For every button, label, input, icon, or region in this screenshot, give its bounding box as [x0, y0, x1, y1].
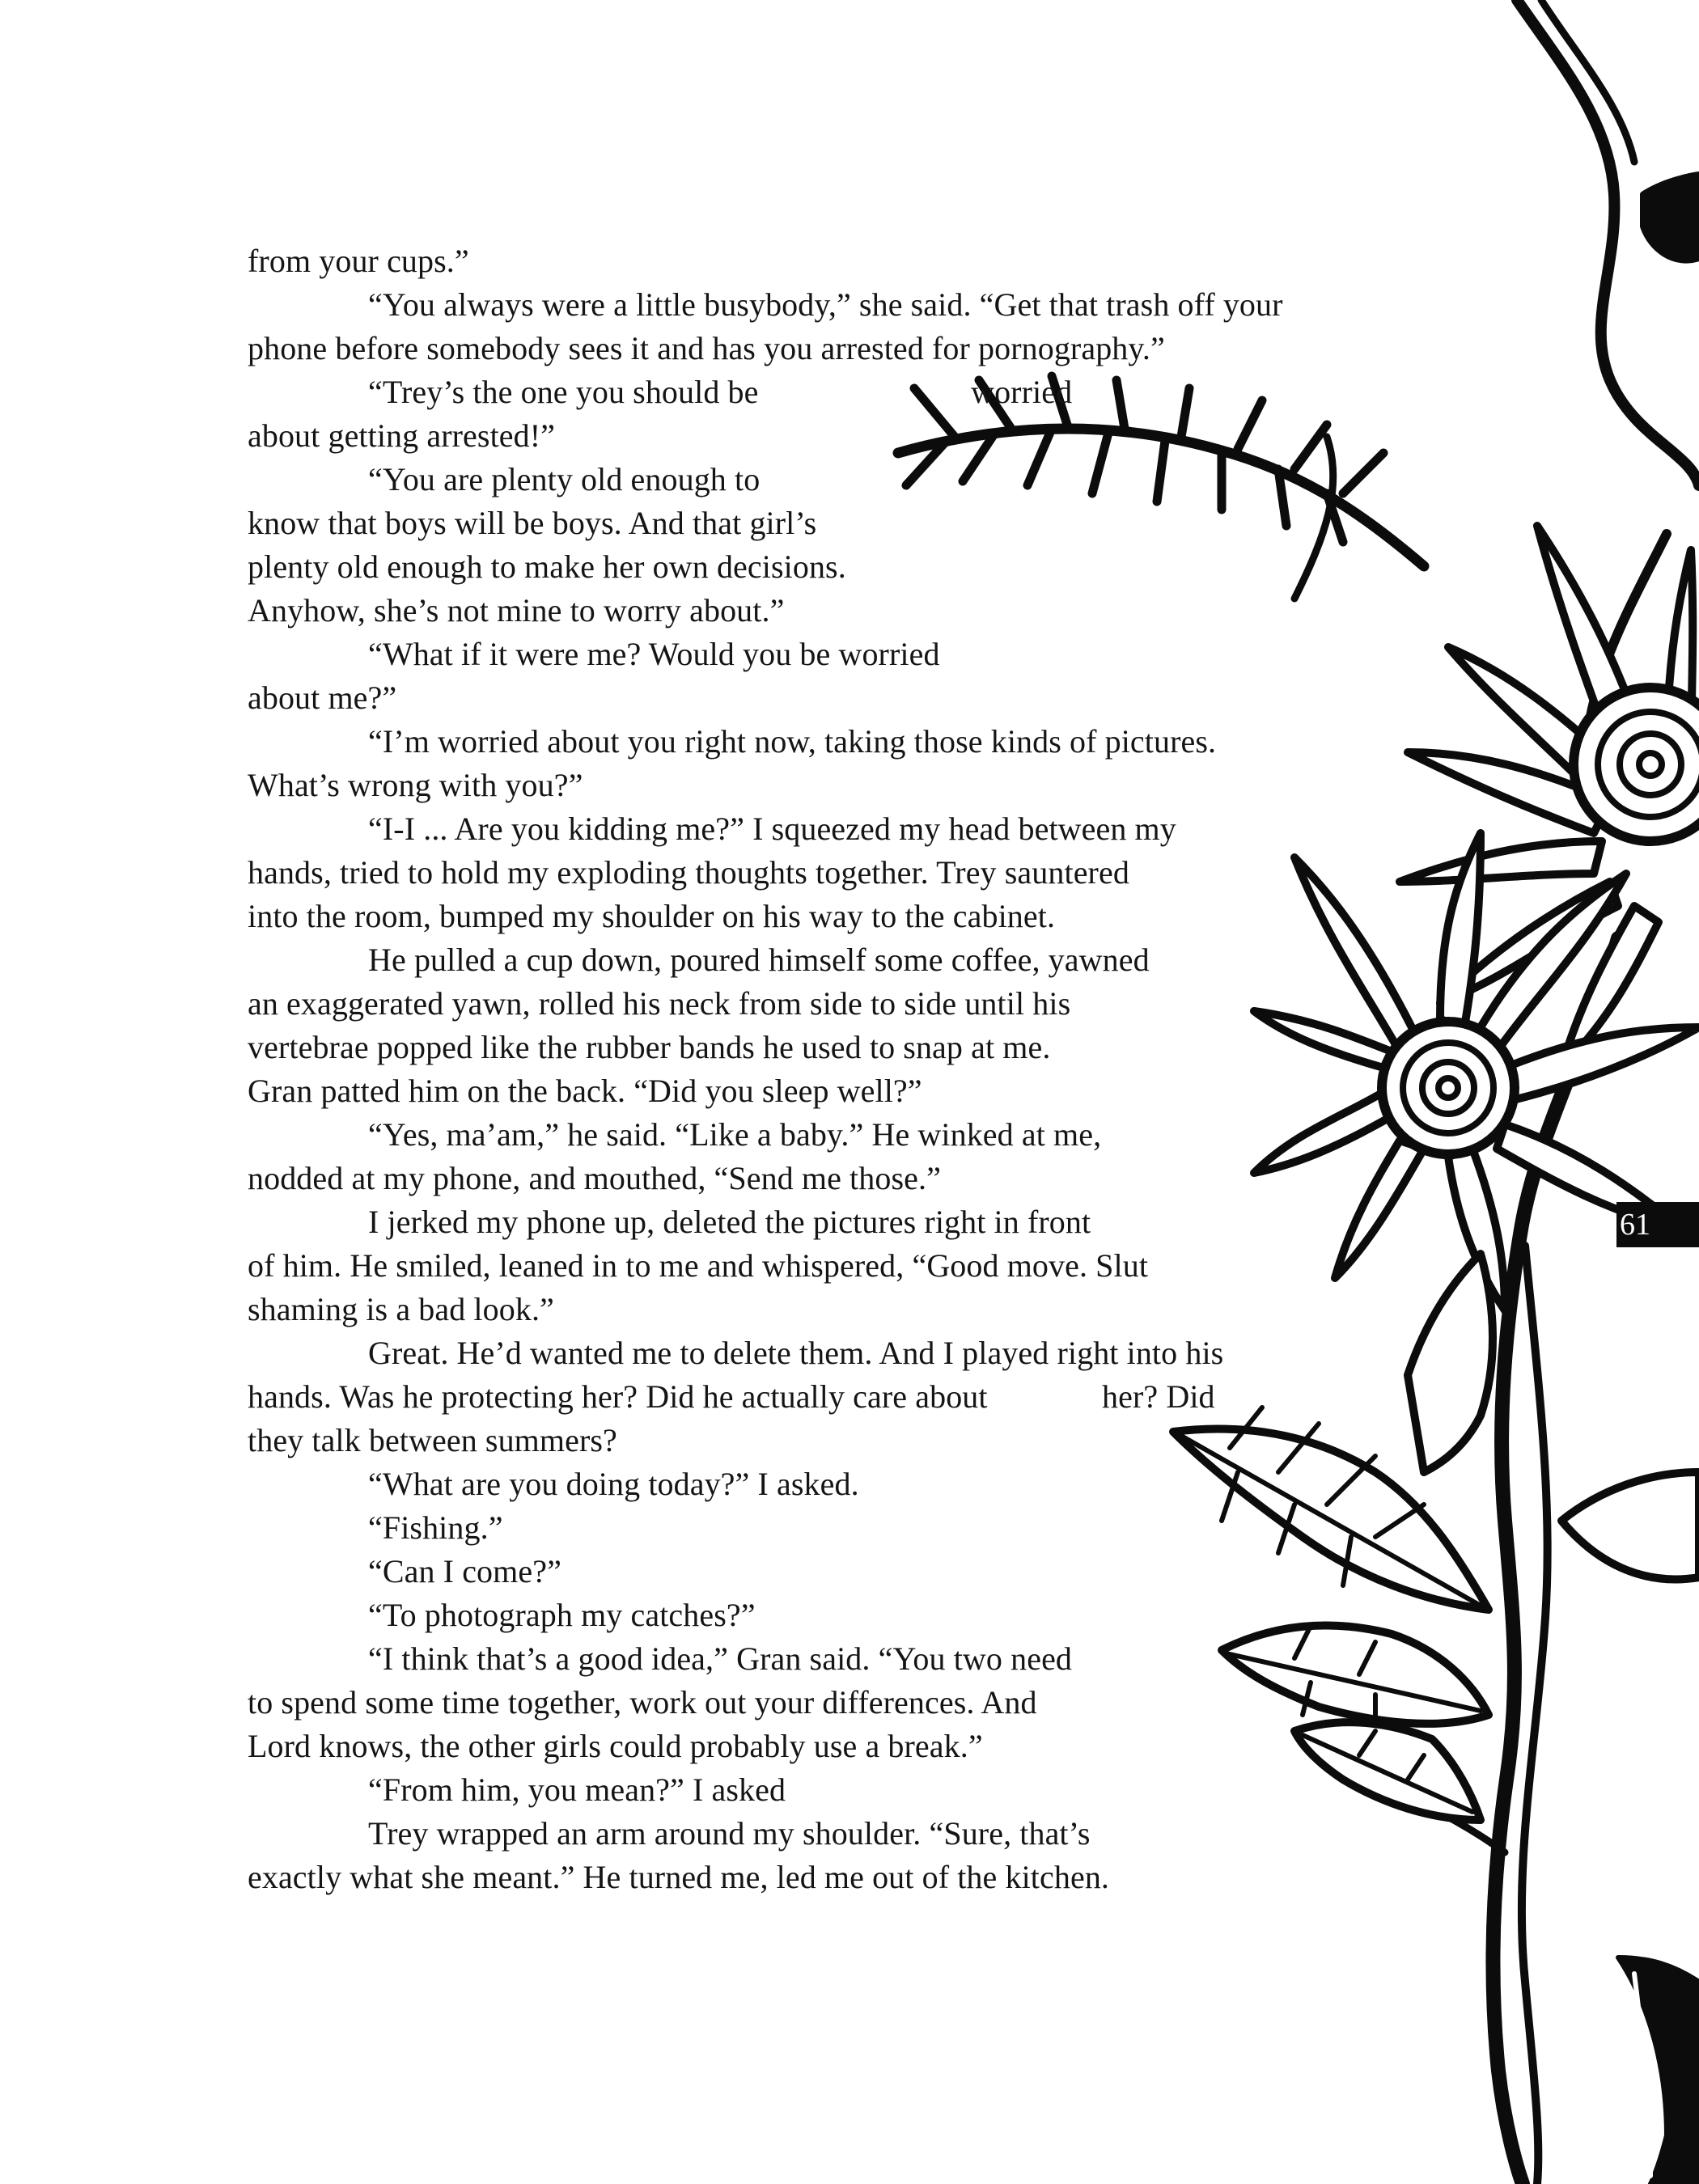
text-line: “I’m worried about you right now, taking those kinds of pictures.	[368, 723, 1217, 760]
text-line: “Trey’s the one you should be worried	[368, 374, 1073, 410]
text-line: “You are plenty old enough to	[368, 461, 761, 497]
text-line: phone before somebody sees it and has you arrested for pornography.”	[248, 330, 1165, 366]
text-line: “What are you doing today?” I asked.	[368, 1466, 859, 1502]
text-line: hands. Was he protecting her? Did he actually care about her? Did	[248, 1378, 1215, 1415]
text-line: “Can I come?”	[368, 1553, 561, 1589]
text-line: hands, tried to hold my exploding thoughts together. Trey sauntered	[248, 854, 1129, 891]
text-line: “To photograph my catches?”	[368, 1597, 756, 1633]
text-line: to spend some time together, work out your differences. And	[248, 1684, 1037, 1721]
text-line: of him. He smiled, leaned in to me and whispered, “Good move. Slut	[248, 1247, 1149, 1284]
text-line: “Yes, ma’am,” he said. “Like a baby.” He winked at me,	[368, 1116, 1102, 1153]
text-line: “Fishing.”	[368, 1509, 503, 1546]
text-line: an exaggerated yawn, rolled his neck from side to side until his	[248, 985, 1071, 1022]
text-line: I jerked my phone up, deleted the pictures right in front	[368, 1204, 1091, 1240]
text-line: “I think that’s a good idea,” Gran said. “You two need	[368, 1640, 1073, 1677]
text-line: about me?”	[248, 679, 397, 716]
text-line: Lord knows, the other girls could probably use a break.”	[248, 1728, 983, 1764]
text-line: exactly what she meant.” He turned me, led me out of the kitchen.	[248, 1859, 1110, 1895]
text-line: shaming is a bad look.”	[248, 1291, 554, 1327]
text-line: What’s wrong with you?”	[248, 767, 583, 803]
text-line: Great. He’d wanted me to delete them. And I played right into his	[368, 1335, 1224, 1371]
text-line: Gran patted him on the back. “Did you sleep well?”	[248, 1073, 922, 1109]
text-line: from your cups.”	[248, 243, 469, 279]
text-line: He pulled a cup down, poured himself some coffee, yawned	[368, 942, 1150, 978]
page-number-tab	[1616, 1202, 1699, 1247]
text-line: know that boys will be boys. And that girl’s	[248, 505, 817, 541]
text-line: “You always were a little busybody,” she said. “Get that trash off your	[368, 286, 1283, 323]
text-line: Anyhow, she’s not mine to worry about.”	[248, 592, 785, 629]
text-line: they talk between summers?	[248, 1422, 617, 1458]
text-line: plenty old enough to make her own decisions.	[248, 548, 846, 585]
text-line: nodded at my phone, and mouthed, “Send me those.”	[248, 1160, 941, 1196]
text-line: about getting arrested!”	[248, 417, 556, 454]
text-line: into the room, bumped my shoulder on his way to the cabinet.	[248, 898, 1056, 934]
text-line: “From him, you mean?” I asked	[368, 1771, 786, 1808]
text-line: vertebrae popped like the rubber bands he used to snap at me.	[248, 1029, 1051, 1065]
text-line: “What if it were me? Would you be worried	[368, 636, 940, 672]
page-number: 61	[1620, 1208, 1650, 1242]
text-line: Trey wrapped an arm around my shoulder. “Sure, that’s	[368, 1815, 1091, 1852]
text-line: “I-I ... Are you kidding me?” I squeezed my head between my	[368, 811, 1176, 847]
